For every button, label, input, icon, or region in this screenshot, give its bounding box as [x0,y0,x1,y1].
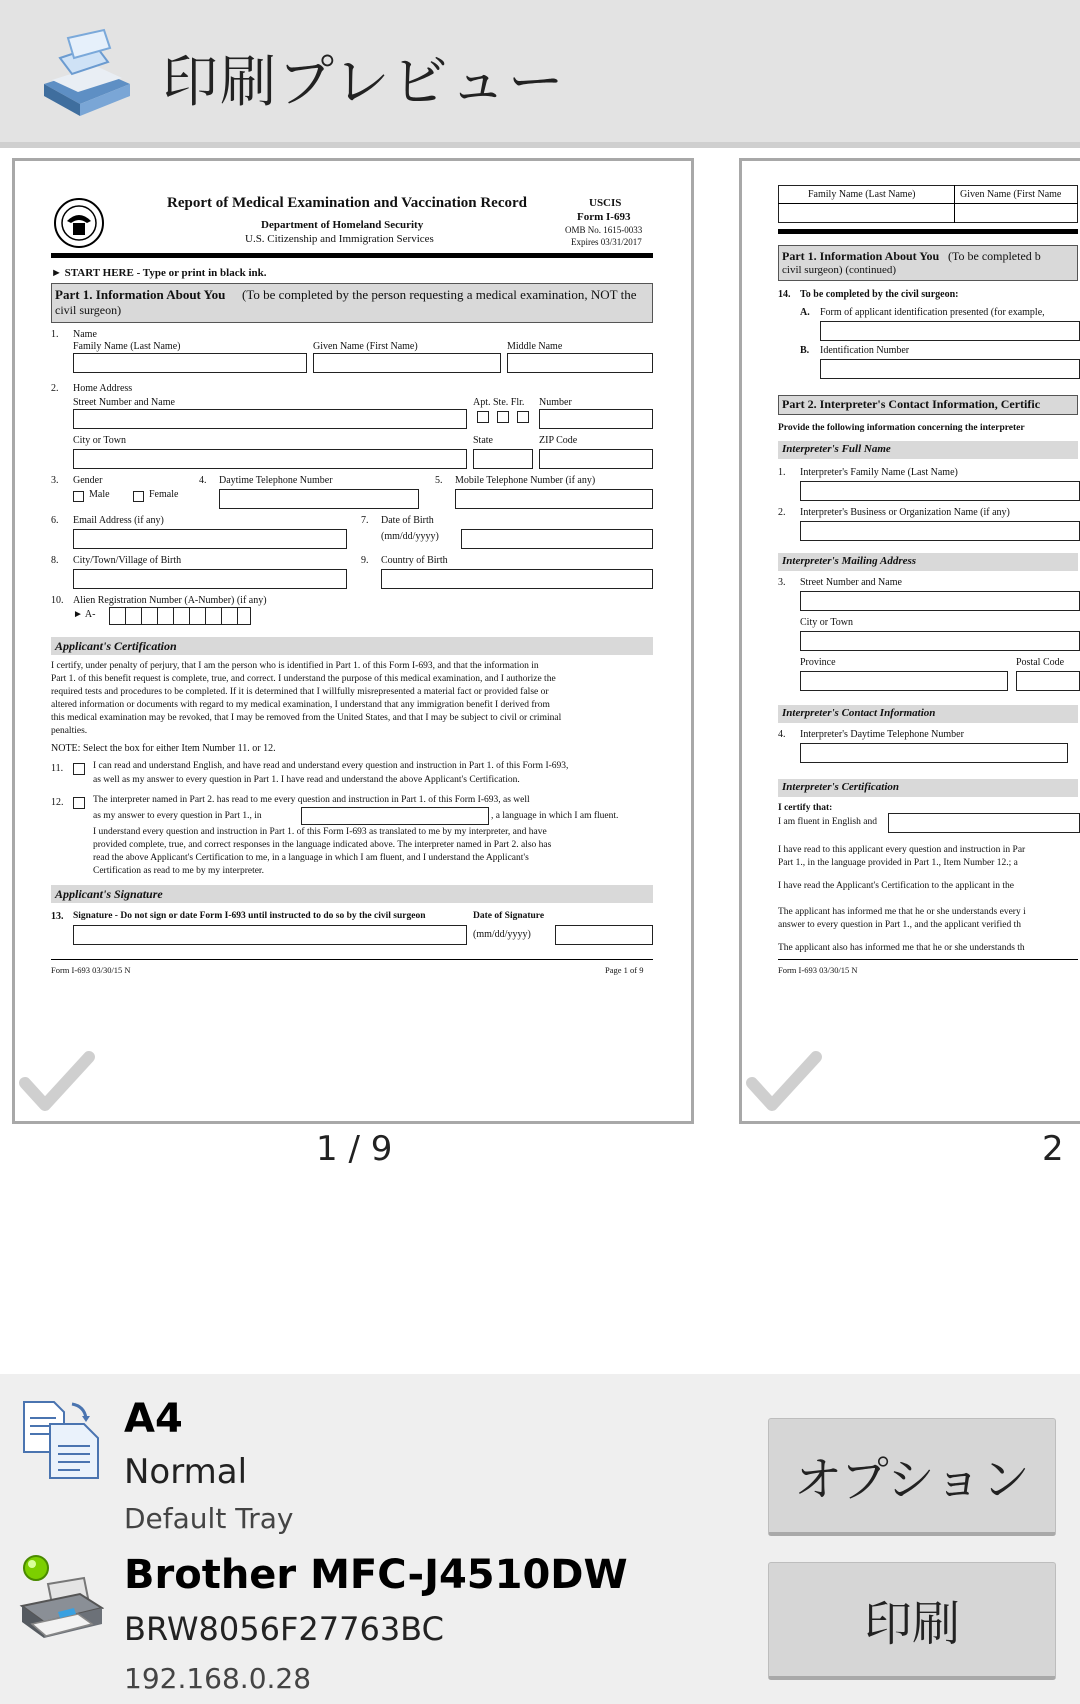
alien-number-label: Alien Registration Number (A-Number) (if any) [73,595,267,606]
p2-city-field[interactable] [800,631,1080,651]
name-label: Name [73,329,97,340]
family-name-field[interactable] [73,353,307,373]
preview-page-1[interactable] [12,158,694,1124]
daytime-phone-label: Daytime Telephone Number [219,475,333,486]
cert-text-4: altered information or documents with regard to my medical examination, I understand that any immigration benefit I derived from [51,700,550,710]
male-label: Male [89,489,110,500]
email-field[interactable] [73,529,347,549]
printer-ip[interactable]: 192.168.0.28 [124,1662,312,1695]
zip-field[interactable] [539,449,653,469]
item-1-number: 1. [51,329,59,340]
item-5-number: 5. [435,475,443,486]
checkmark-icon[interactable] [17,1047,97,1117]
female-label: Female [149,489,179,500]
p2-business-field[interactable] [800,521,1080,541]
a-number-prefix: ► A- [73,609,96,620]
footer-page: Page 1 of 9 [605,965,644,975]
middle-name-label: Middle Name [507,341,563,352]
form-number: Form I-693 [577,211,631,223]
p2-postal-label: Postal Code [1016,657,1065,668]
print-button[interactable]: 印刷 [768,1562,1056,1680]
p2-read-text-3: I have read the Applicant's Certification to the applicant in the [778,881,1014,891]
paper-tray[interactable]: Default Tray [124,1502,294,1535]
item-4-number: 4. [199,475,207,486]
p2-fluent-text: I am fluent in English and [778,817,877,827]
cert-text-3: required tests and procedures to be completed. If it is determined that I willfully misrepresented a material fact or provided false or [51,687,549,697]
cert-text-6: penalties. [51,726,88,736]
male-checkbox[interactable] [73,491,84,502]
p2-item-14a-number: A. [800,307,810,318]
app-header [0,0,1080,148]
item-12-number: 12. [51,797,64,808]
preview-strip[interactable] [0,154,1080,1374]
item-2-number: 2. [51,383,59,394]
item-11-checkbox[interactable] [73,763,85,775]
p2-item-14b-label: Identification Number [820,345,910,356]
p2-certify-text: I certify that: [778,803,833,813]
email-label: Email Address (if any) [73,515,164,526]
home-address-label: Home Address [73,383,133,394]
city-label: City or Town [73,435,127,446]
dob-field[interactable] [461,529,653,549]
signature-title: Applicant's Signature [55,887,163,901]
city-birth-field[interactable] [73,569,347,589]
number-label: Number [539,397,572,408]
mobile-phone-label: Mobile Telephone Number (if any) [455,475,596,486]
p2-mailing-title: Interpreter's Mailing Address [782,555,917,567]
dob-format: (mm/dd/yyyy) [381,531,439,542]
apt-checkbox[interactable] [477,411,489,423]
p2-item-4-label: Interpreter's Daytime Telephone Number [800,729,964,740]
item-13-number: 13. [51,911,64,922]
dob-label: Date of Birth [381,515,434,526]
signature-date-label: Date of Signature [473,911,545,921]
item-12-text-5: read the above Applicant's Certification to me, in a language in which I am fluent, and I understand the Applicant's [93,853,529,863]
p2-family-name-label: Family Name (Last Name) [808,189,916,200]
street-field[interactable] [73,409,467,429]
item-12-text-4: provided complete, true, and correct responses in the language indicated above. The interpreter named in Part 2. also has [93,840,552,850]
form-omb: OMB No. 1615-0033 [565,225,643,235]
ste-checkbox[interactable] [497,411,509,423]
item-11-text-2: as well as my answer to every question in Part 1. I have read and understand the above Applicant's Certification. [93,775,520,785]
p2-header-rule [778,229,1078,234]
item-12-checkbox[interactable] [73,797,85,809]
p2-cert-title: Interpreter's Certification [782,781,900,793]
item-11-number: 11. [51,763,64,774]
p2-item-14b-number: B. [800,345,810,356]
dhs-seal-icon [53,197,105,249]
state-label: State [473,435,493,446]
street-label: Street Number and Name [73,397,175,408]
p2-table-divider [778,203,1078,204]
signature-field[interactable] [73,925,467,945]
p2-item-2-label: Interpreter's Business or Organization Name (if any) [800,507,1010,518]
item-12-text-1: The interpreter named in Part 2. has read to me every question and instruction in Part 1. of this Form I-693, as well [93,795,530,805]
p2-item-2-number: 2. [778,507,786,518]
item-9-number: 9. [361,555,369,566]
female-checkbox[interactable] [133,491,144,502]
given-name-label: Given Name (First Name) [313,341,418,352]
p2-province-label: Province [800,657,836,668]
form-expires: Expires 03/31/2017 [571,237,642,247]
form-uscis: USCIS [589,197,622,209]
signature-label: Signature - Do not sign or date Form I-693 until instructed to do so by the civil surgeon [73,911,426,921]
p2-part1-title: Part 1. Information About You [782,249,940,263]
item-3-number: 3. [51,475,59,486]
cert-text-1: I certify, under penalty of perjury, that I am the person who is identified in Part 1. of this Form I-693, and that the information in [51,661,539,671]
p2-informed-text-1: The applicant has informed me that he or she understands every i [778,907,1026,917]
form-agency: Department of Homeland Security [261,219,424,231]
p2-item-3-number: 3. [778,577,786,588]
p2-footer-form-id: Form I-693 03/30/15 N [778,965,858,975]
document-icon[interactable] [20,1398,104,1482]
p2-part1-desc2: civil surgeon) (continued) [782,264,897,276]
footer-rule [51,959,653,960]
apt-label: Apt. Ste. Flr. [473,397,525,408]
start-here: ► START HERE - Type or print in black ink. [51,267,267,279]
page-title: 印刷プレビュー [162,50,566,115]
p2-phone-field[interactable] [800,743,1068,763]
form-subagency: U.S. Citizenship and Immigration Services [245,233,434,245]
p2-item-4-number: 4. [778,729,786,740]
page-number-2: 2 [1042,1129,1064,1169]
page-number-1: 1 / 9 [316,1129,393,1169]
signature-date-field[interactable] [555,925,653,945]
p2-read-text-1: I have read to this applicant every question and instruction in Par [778,845,1026,855]
form-title: Report of Medical Examination and Vaccination Record [167,195,527,211]
middle-name-field[interactable] [507,353,653,373]
printer-id[interactable]: BRW8056F27763BC [124,1610,444,1648]
p2-informed-text-2: answer to every question in Part 1., and the applicant verified th [778,920,1021,930]
part1-desc2: civil surgeon) [55,303,122,317]
footer-form-id: Form I-693 03/30/15 N [51,965,131,975]
item-8-number: 8. [51,555,59,566]
city-birth-label: City/Town/Village of Birth [73,555,182,566]
item-12-text-2a: as my answer to every question in Part 1., in [93,811,262,821]
printer-name[interactable]: Brother MFC-J4510DW [124,1552,628,1598]
zip-label: ZIP Code [539,435,578,446]
p2-street-label: Street Number and Name [800,577,902,588]
header-rule [51,253,653,258]
part1-desc: (To be completed by the person requesting a medical examination, NOT the [242,287,637,302]
p2-part2-title: Part 2. Interpreter's Contact Information, Certific [782,397,1041,411]
item-12-text-6: Certification as read to me by my interpreter. [93,866,264,876]
given-name-field[interactable] [313,353,501,373]
item-10-number: 10. [51,595,64,606]
gender-label: Gender [73,475,103,486]
item-11-text-1: I can read and understand English, and have read and understand every question and instruction in Part 1. of this Form I-693, [93,761,569,771]
flr-checkbox[interactable] [517,411,529,423]
p2-part1-desc: (To be completed b [948,249,1041,263]
p2-id-number-field[interactable] [820,359,1080,379]
p2-street-field[interactable] [800,591,1080,611]
p2-contact-title: Interpreter's Contact Information [782,707,936,719]
country-birth-label: Country of Birth [381,555,448,566]
daytime-phone-field[interactable] [219,489,419,509]
paper-size[interactable]: A4 [124,1396,183,1442]
paper-type[interactable]: Normal [124,1452,248,1492]
item-12-text-3: I understand every question and instruction in Part 1. of this Form I-693 as translated to me by my interpreter, and have [93,827,547,837]
city-field[interactable] [73,449,467,469]
p2-footer-rule [778,959,1078,960]
a-number-field[interactable] [109,607,251,625]
item-7-number: 7. [361,515,369,526]
family-name-label: Family Name (Last Name) [73,341,181,352]
p2-full-name-title: Interpreter's Full Name [782,443,891,455]
country-birth-field[interactable] [381,569,653,589]
language-field[interactable] [301,807,489,825]
p2-part2-desc: Provide the following information concerning the interpreter [778,423,1025,433]
p2-city-label: City or Town [800,617,854,628]
item-12-text-2b: , a language in which I am fluent. [491,811,619,821]
p2-province-field[interactable] [800,671,1008,691]
cert-text-5: this medical examination may be revoked, that I may be removed from the United States, and that I may be subject to civil or criminal [51,713,562,723]
apt-number-field[interactable] [539,409,653,429]
p2-item-1-number: 1. [778,467,786,478]
checkmark-icon[interactable] [744,1047,824,1117]
preview-page-2[interactable] [739,158,1080,1124]
cert-title: Applicant's Certification [55,639,177,653]
p2-language-field[interactable] [888,813,1080,833]
p2-informed-text-3: The applicant also has informed me that he or she understands th [778,943,1025,953]
signature-date-format: (mm/dd/yyyy) [473,929,531,940]
print-settings-panel [0,1374,1080,1704]
note-text: NOTE: Select the box for either Item Number 11. or 12. [51,743,276,754]
p2-item-14-label: To be completed by the civil surgeon: [800,289,959,300]
p2-id-form-field[interactable] [820,321,1080,341]
p2-postal-field[interactable] [1016,671,1080,691]
part1-title: Part 1. Information About You [55,287,226,302]
state-field[interactable] [473,449,533,469]
printshare-icon [38,28,134,120]
p2-item-14-number: 14. [778,289,791,300]
options-button[interactable]: オプション [768,1418,1056,1536]
p2-interpreter-name-field[interactable] [800,481,1080,501]
p2-item-14a-label: Form of applicant identification presented (for example, [820,307,1045,318]
cert-text-2: Part 1. of this benefit request is complete, true, and correct. I understand the purpose of this medical examination, and I authorize the [51,674,556,684]
p2-item-1-label: Interpreter's Family Name (Last Name) [800,467,958,478]
p2-given-name-label: Given Name (First Name [960,189,1062,200]
mobile-phone-field[interactable] [455,489,653,509]
printer-icon[interactable] [18,1554,104,1650]
p2-table-col-divider [954,185,955,223]
item-6-number: 6. [51,515,59,526]
p2-read-text-2: Part 1., in the language provided in Part 1., Item Number 12.; a [778,858,1018,868]
